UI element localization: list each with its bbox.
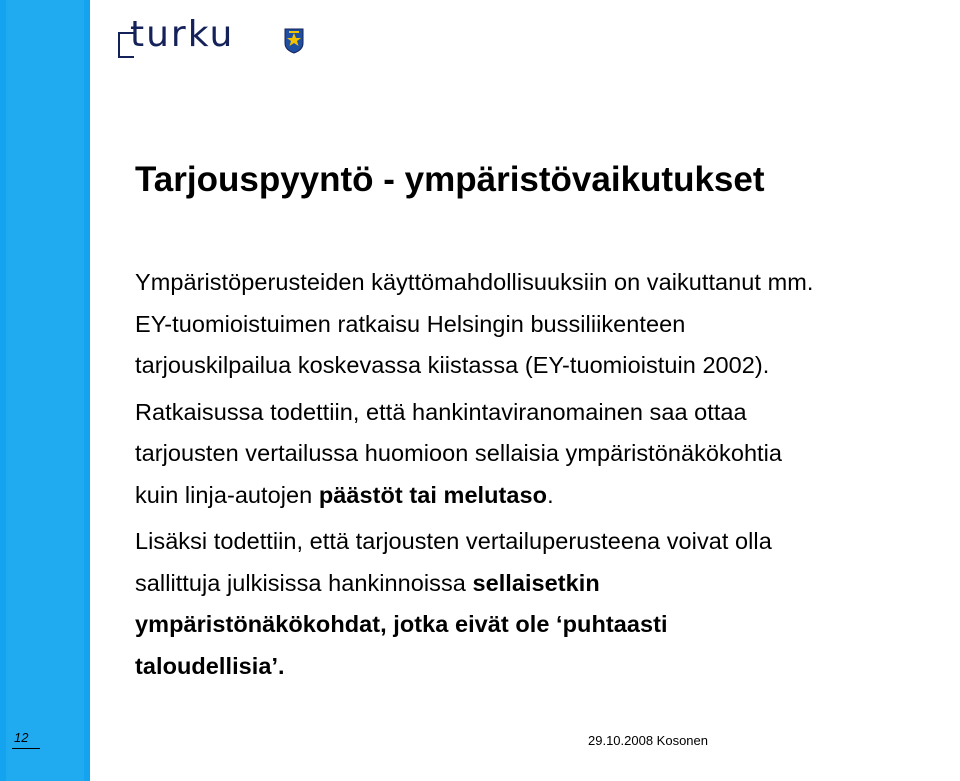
paragraph-line: tarjousten vertailussa huomioon sellaisia ympäristönäkökohtia [135, 440, 783, 466]
paragraph-line: Lisäksi todettiin, että tarjousten vertailuperusteena voivat olla [135, 528, 772, 554]
paragraph-line: Ratkaisussa todettiin, että hankintaviranomainen saa ottaa [135, 398, 747, 425]
bold-text-segment: sellaisetkin [472, 569, 600, 596]
bold-text-segment: päästöt tai melutaso [318, 481, 548, 508]
page-number-underline [12, 748, 40, 749]
paragraph-line: EY-tuomioistuimen ratkaisu Helsingin bussiliikenteen [135, 310, 686, 337]
paragraph-3 [135, 521, 955, 687]
text-segment: kuin linja-autojen [135, 481, 319, 508]
text-segment: . [547, 481, 554, 508]
left-accent-bar [0, 0, 90, 781]
paragraph-line [135, 563, 955, 605]
left-accent-bar-inner [6, 0, 84, 781]
paragraph-line: tarjouskilpailua koskevassa kiistassa (EY-tuomioistuin 2002). [135, 352, 770, 378]
paragraph-line: ympäristönäkökohdat, jotka eivät ole ‘puhtaasti [135, 611, 668, 637]
paragraph-1 [135, 262, 955, 387]
paragraph-2 [135, 392, 955, 517]
page-number-text: 12 [14, 730, 29, 745]
slide-body [135, 262, 955, 692]
page-number [14, 730, 28, 745]
paragraph-line [135, 475, 955, 517]
paragraph-line: Ympäristöperusteiden käyttömahdollisuuksiin on vaikuttanut mm. [135, 269, 814, 295]
paragraph-line: taloudellisia’. [135, 652, 285, 679]
text-segment: sallittuja julkisissa hankinnoissa [135, 569, 473, 596]
slide-title: Tarjouspyyntö - ympäristövaikutukset [135, 160, 765, 199]
turku-coat-of-arms-icon [284, 28, 304, 54]
turku-logo [118, 14, 308, 60]
logo-wordmark: turku [130, 14, 235, 55]
footer-date-author: 29.10.2008 Kosonen [588, 733, 708, 748]
